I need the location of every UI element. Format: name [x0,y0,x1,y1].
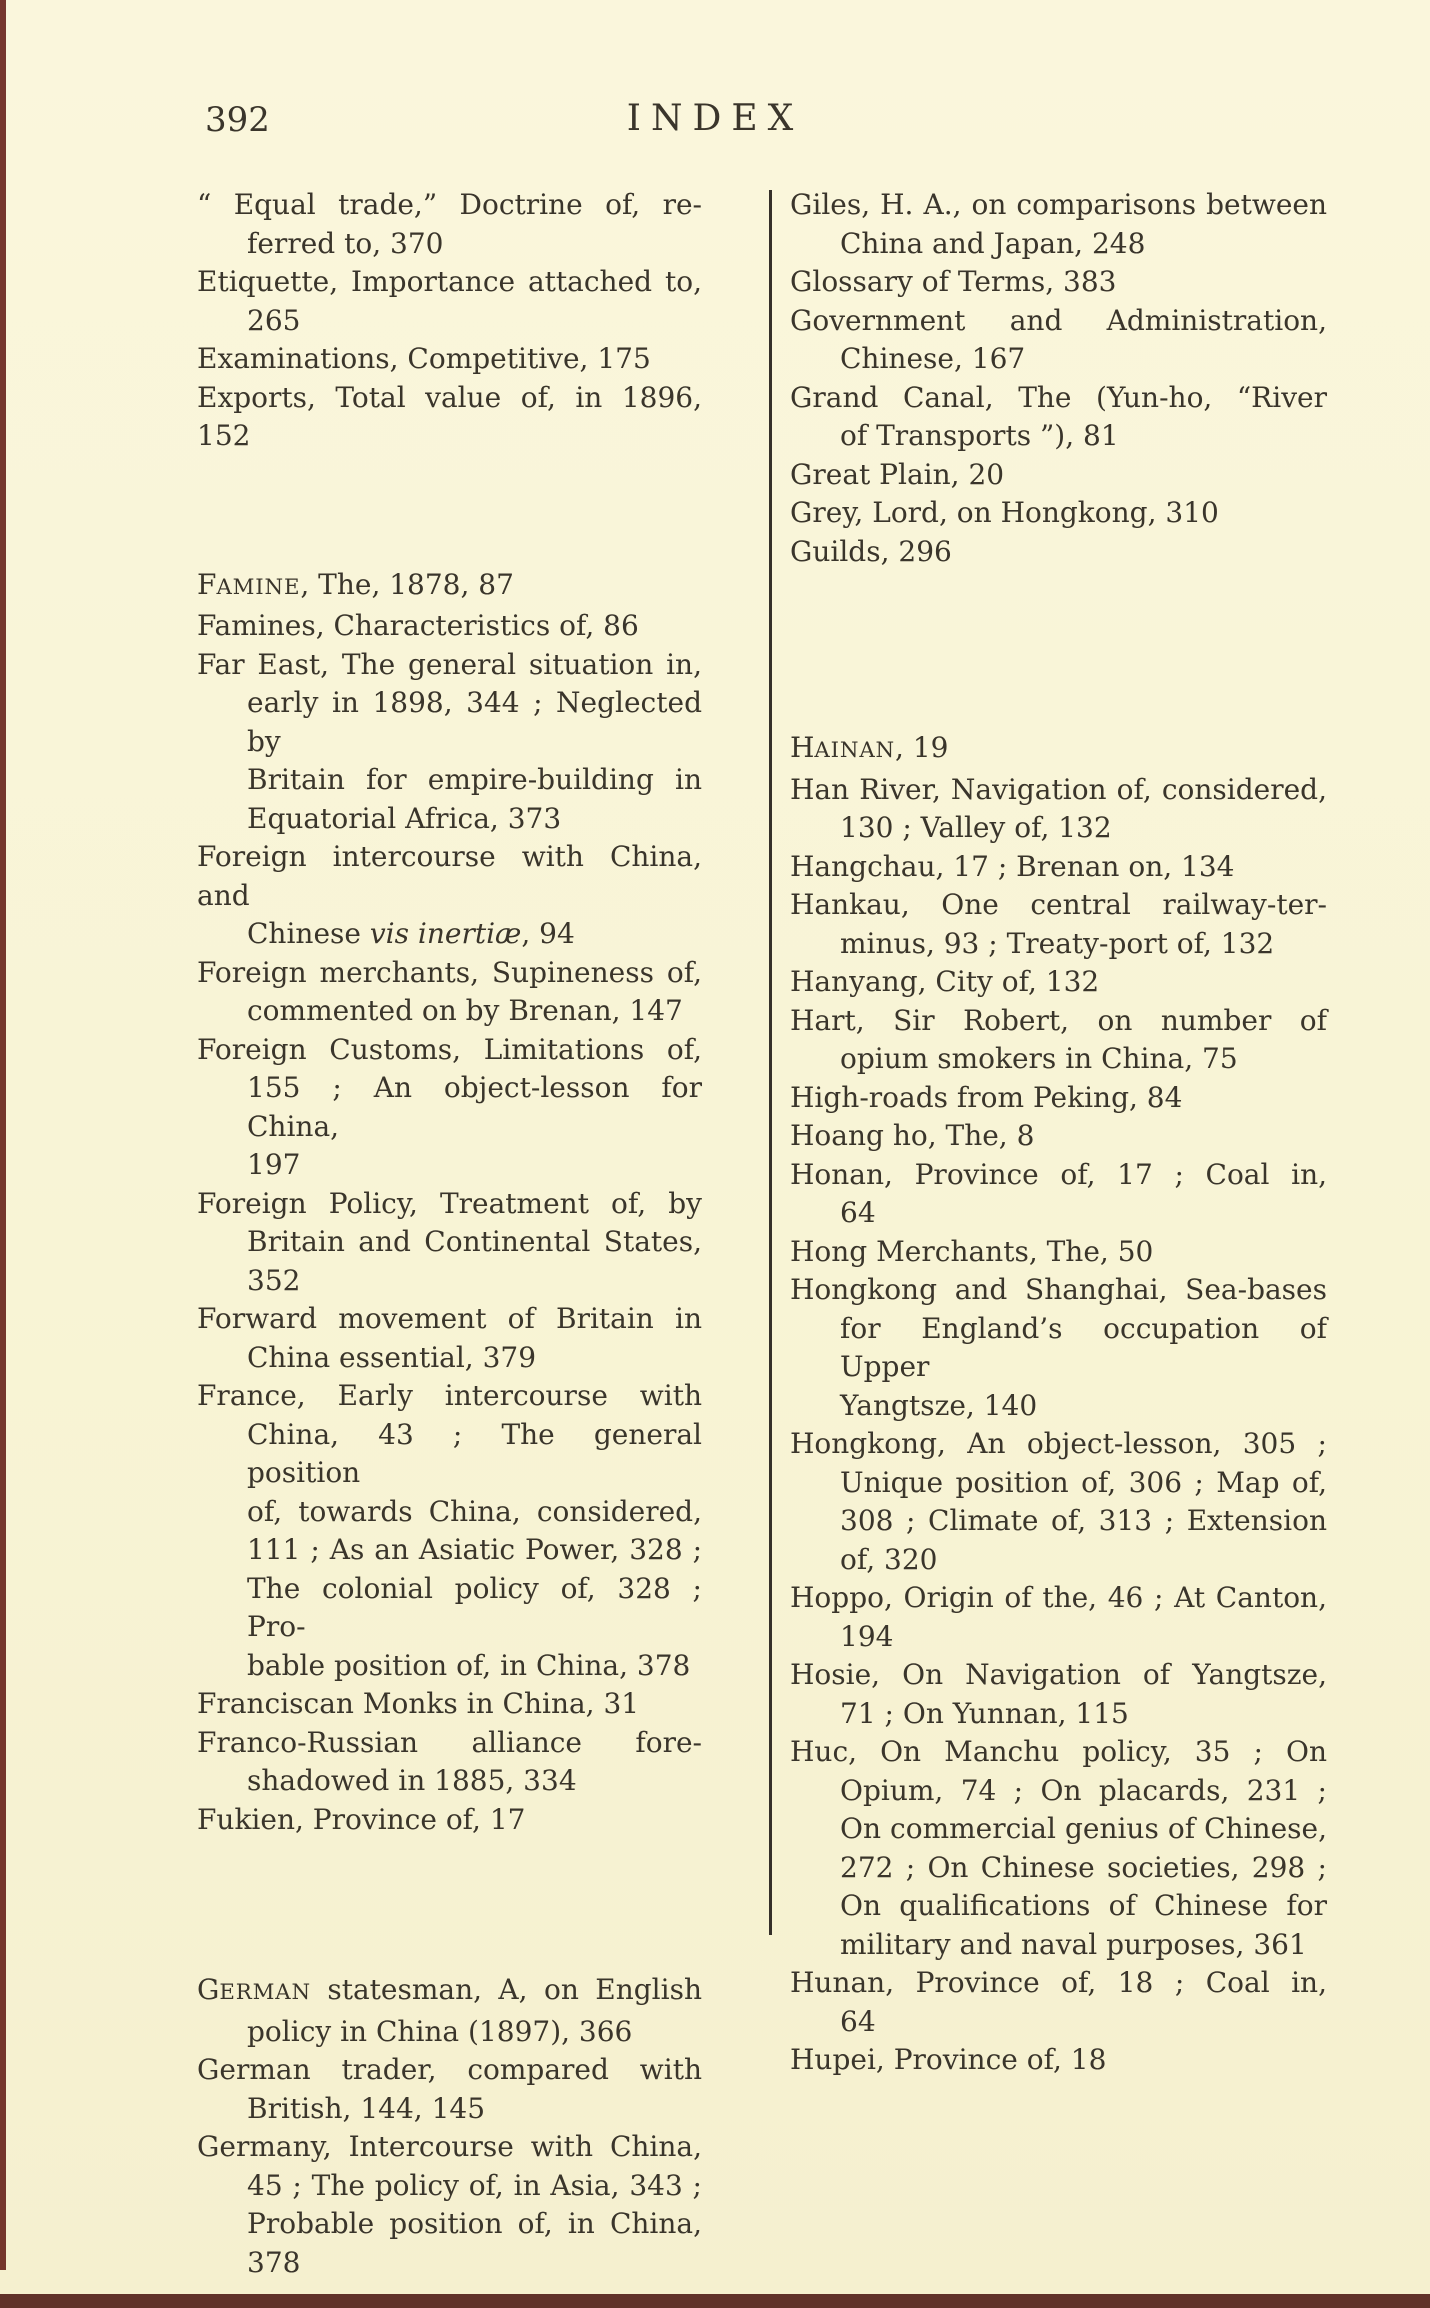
index-entry [197,646,702,839]
index-text: Great Plain, 20 [790,457,1005,491]
index-text: Hart, Sir Robert, on number of [790,1003,1327,1037]
index-text: On commercial genius of Chinese, [840,1812,1327,1845]
index-text: , 94 [521,917,575,950]
index-line [790,1079,1327,1118]
index-text: Grand Canal, The (Yun-ho, “River [790,380,1327,414]
index-text: Hoppo, Origin of the, 46 ; At Canton, [790,1581,1327,1614]
index-text: 155 ; An object-lesson for China, [247,1071,702,1143]
index-line [790,1926,1327,1965]
index-entry [197,1801,702,1840]
index-text: H [790,731,815,764]
index-text: Hongkong, An object-lesson, 305 ; [790,1427,1327,1460]
index-group [790,729,1327,2080]
index-line [197,838,702,915]
index-text: Foreign merchants, Supineness of, [197,955,702,989]
index-entry [197,2051,702,2128]
index-entry [790,379,1327,456]
index-text: Guilds, 296 [790,534,952,568]
index-text: Hoang ho, The, 8 [790,1119,1035,1152]
index-line [197,1339,702,1378]
index-line [197,566,702,608]
index-text: Foreign Policy, Treatment of, by [197,1186,702,1220]
index-group [197,1971,702,2282]
index-text: Britain and Continental States, [247,1225,702,1258]
index-text: 64 [840,1196,876,1229]
index-text: statesman, A, on English [310,1973,702,2006]
index-text: F [197,567,217,601]
index-line [197,302,702,341]
index-line [197,761,702,800]
index-line [790,848,1327,887]
index-text: bable position of, in China, 378 [247,1648,691,1682]
index-entry [790,1964,1327,2041]
index-line [790,263,1327,302]
index-line [790,1464,1327,1503]
index-entry [197,607,702,646]
index-line [790,1194,1327,1233]
index-text: Fukien, Province of, 17 [197,1802,526,1836]
index-line [790,1733,1327,1772]
index-text: Hanyang, City of, 132 [790,965,1100,998]
index-line [790,1810,1327,1849]
index-text: On qualifications of Chinese for [840,1889,1327,1922]
index-entry [197,1300,702,1377]
index-entry [790,2041,1327,2080]
index-text: Franciscan Monks in China, 31 [197,1687,640,1720]
index-text: 272 ; On Chinese societies, 298 ; [840,1850,1327,1884]
index-line [790,533,1327,572]
index-line [197,1185,702,1224]
index-entry [197,1185,702,1301]
index-line [790,456,1327,495]
index-line [790,1695,1327,1734]
index-line [790,340,1327,379]
index-text: Hangchau, 17 ; Brenan on, 134 [790,849,1235,883]
index-text: 111 ; As an Asiatic Power, 328 ; [247,1533,702,1566]
index-entry [790,1233,1327,1272]
index-group [197,566,702,1840]
index-text: High-roads from Peking, 84 [790,1080,1183,1114]
index-text: Hong Merchants, The, 50 [790,1234,1154,1268]
index-line [790,2041,1327,2080]
index-text: vis inertiæ [369,917,522,950]
index-text: Exports, Total value of, in 1896, 152 [197,380,702,452]
index-line [197,2205,702,2244]
index-line [790,417,1327,456]
index-line [197,2244,702,2283]
index-line [197,340,702,379]
index-line [197,2013,702,2052]
index-text: of, towards China, considered, [247,1494,702,1528]
index-entry [790,456,1327,495]
index-text: Hosie, On Navigation of Yangtsze, [790,1658,1327,1691]
index-line [197,1570,702,1647]
index-entry [197,340,702,379]
index-line [197,1146,702,1185]
index-text: Honan, Province of, 17 ; Coal in, [790,1157,1327,1191]
index-line [197,684,702,761]
index-text: early in 1898, 344 ; Neglected by [247,686,702,758]
index-line [197,379,702,456]
index-text: minus, 93 ; Treaty-port of, 132 [840,926,1275,960]
index-text: Equatorial Africa, 373 [247,801,562,835]
index-text: Probable position of, in China, [247,2207,702,2240]
index-text: policy in China (1897), 366 [247,2014,633,2048]
index-text: Chinese, 167 [840,342,1026,375]
index-text: shadowed in 1885, 334 [247,1764,577,1797]
index-text: Etiquette, Importance attached to, [197,265,702,298]
index-line [197,1762,702,1801]
index-line [197,1416,702,1493]
index-text: Han River, Navigation of, considered, [790,772,1327,806]
index-text: Huc, On Manchu policy, 35 ; On [790,1735,1327,1768]
index-text: 308 ; Climate of, 313 ; Extension [840,1504,1327,1537]
index-line [197,1262,702,1301]
index-line [197,954,702,993]
index-entry [197,1685,702,1724]
index-line [790,1387,1327,1426]
index-text: opium smokers in China, 75 [840,1042,1238,1075]
index-entry [790,1002,1327,1079]
index-line [790,1117,1327,1156]
index-text: Far East, The general situation in, [197,647,702,681]
index-entry [197,2128,702,2282]
index-entry [790,963,1327,1002]
index-text: commented on by Brenan, 147 [247,994,683,1027]
index-text: China and Japan, 248 [840,226,1146,260]
index-entry [790,1579,1327,1656]
index-text: Britain for empire-building in [247,763,702,796]
index-entry [790,886,1327,963]
index-line [197,2128,702,2167]
index-column-left [197,186,702,2282]
index-text: Glossary of Terms, 383 [790,265,1117,298]
index-text: China, 43 ; The general position [247,1417,702,1489]
index-line [790,1618,1327,1657]
index-line [790,963,1327,1002]
index-line [197,1069,702,1146]
index-entry [197,838,702,954]
index-line [197,607,702,646]
index-line [790,1502,1327,1541]
index-line [790,886,1327,925]
index-line [790,1233,1327,1272]
index-text: Hongkong and Shanghai, Sea-bases [790,1273,1327,1306]
index-line [197,1531,702,1570]
index-line [790,1271,1327,1310]
index-text: 71 ; On Yunnan, 115 [840,1696,1129,1730]
index-entry [790,1156,1327,1233]
index-line [790,1002,1327,1041]
index-line [197,2051,702,2090]
index-text: 194 [840,1619,894,1653]
index-line [790,494,1327,533]
index-text: Hankau, One central railway-ter- [790,888,1327,921]
page-title: INDEX [626,98,804,139]
book-edge-bottom [0,2294,1430,2308]
index-entry [197,379,702,456]
index-text: German trader, compared with [197,2053,702,2086]
index-entry [197,263,702,340]
index-text: of Transports ”), 81 [840,419,1119,452]
index-column-right [790,186,1327,2080]
index-entry [790,1425,1327,1579]
index-entry [790,494,1327,533]
index-entry [197,1031,702,1185]
index-text: , The, 1878, 87 [300,567,514,601]
index-line [790,1579,1327,1618]
index-line [790,809,1327,848]
index-text: G [197,1973,220,2006]
index-entry [790,1656,1327,1733]
index-line [197,1377,702,1416]
index-line [197,1493,702,1532]
index-text: of, 320 [840,1542,938,1576]
index-line [790,302,1327,341]
index-text: AINAN [814,738,896,763]
index-text: France, Early intercourse with [197,1379,702,1412]
index-entry [790,1117,1327,1156]
column-divider [769,190,772,1935]
index-entry [790,771,1327,848]
index-text: for England’s occupation of Upper [840,1311,1327,1383]
index-entry [790,848,1327,887]
index-text: Germany, Intercourse with China, [197,2130,702,2163]
index-line [197,225,702,264]
index-entry [790,533,1327,572]
index-text: ERMAN [219,1980,311,2005]
index-entry [790,302,1327,379]
index-line [790,1964,1327,2003]
index-text: 265 [247,303,301,337]
index-text: Giles, H. A., on comparisons between [790,188,1327,221]
index-text: ferred to, 370 [247,226,444,260]
index-entry [790,1079,1327,1118]
index-text: military and naval purposes, 361 [840,1927,1307,1961]
index-text: 130 ; Valley of, 132 [840,811,1112,844]
index-entry [790,186,1327,263]
index-text: British, 144, 145 [247,2091,486,2125]
index-line [197,1724,702,1763]
index-group [790,186,1327,571]
index-text: Examinations, Competitive, 175 [197,342,651,375]
index-line [790,1310,1327,1387]
index-text: Franco-Russian alliance fore- [197,1725,702,1759]
index-entry [197,1377,702,1685]
index-line [790,1887,1327,1926]
index-text: Foreign intercourse with China, and [197,840,702,912]
index-line [790,771,1327,810]
index-entry [790,263,1327,302]
index-line [197,2090,702,2129]
index-text: 352 [247,1263,301,1297]
index-entry [197,186,702,263]
index-text: Foreign Customs, Limitations of, [197,1032,702,1066]
index-text: , 19 [895,731,949,764]
index-line [197,1300,702,1339]
index-text: Hupei, Province of, 18 [790,2043,1107,2076]
index-line [197,1223,702,1262]
index-line [197,915,702,954]
index-text: China essential, 379 [247,1340,537,1374]
index-line [197,186,702,225]
index-text: The colonial policy of, 328 ; Pro- [247,1571,702,1643]
index-line [790,925,1327,964]
index-line [197,1647,702,1686]
page-number: 392 [205,100,270,140]
index-line [197,992,702,1031]
index-line [197,2167,702,2206]
index-line [790,1849,1327,1888]
index-line [790,1541,1327,1580]
index-entry [197,566,702,608]
index-text: Forward movement of Britain in [197,1302,702,1335]
index-line [790,1040,1327,1079]
index-entry [790,1271,1327,1425]
index-text: Hunan, Province of, 18 ; Coal in, [790,1966,1327,1999]
index-line [197,1971,702,2013]
index-text: Opium, 74 ; On placards, 231 ; [840,1773,1327,1807]
index-line [790,729,1327,771]
index-entry [790,1733,1327,1964]
index-text: Famines, Characteristics of, 86 [197,609,639,642]
index-text: 64 [840,2004,876,2038]
index-line [197,1685,702,1724]
index-text: 197 [247,1148,301,1181]
index-text: 378 [247,2245,301,2279]
index-line [790,1772,1327,1811]
index-group [197,186,702,456]
index-line [197,1031,702,1070]
index-text: Unique position of, 306 ; Map of, [840,1465,1327,1499]
index-text: 45 ; The policy of, in Asia, 343 ; [247,2168,702,2202]
index-text: Yangtsze, 140 [840,1388,1038,1422]
index-line [197,800,702,839]
index-line [790,379,1327,418]
index-text: Government and Administration, [790,303,1327,337]
index-line [790,2003,1327,2042]
index-line [790,186,1327,225]
index-entry [197,954,702,1031]
index-line [790,1656,1327,1695]
index-text: Chinese [247,917,370,950]
index-text: Grey, Lord, on Hongkong, 310 [790,496,1219,529]
index-line [790,225,1327,264]
index-line [790,1425,1327,1464]
index-text: AMINE [216,574,301,600]
index-entry [197,1724,702,1801]
index-line [197,263,702,302]
book-edge-left [0,0,6,2270]
index-line [197,1801,702,1840]
index-text: “ Equal trade,” Doctrine of, re- [197,188,702,221]
index-entry [790,729,1327,771]
index-entry [197,1971,702,2051]
index-line [790,1156,1327,1195]
index-line [197,646,702,685]
